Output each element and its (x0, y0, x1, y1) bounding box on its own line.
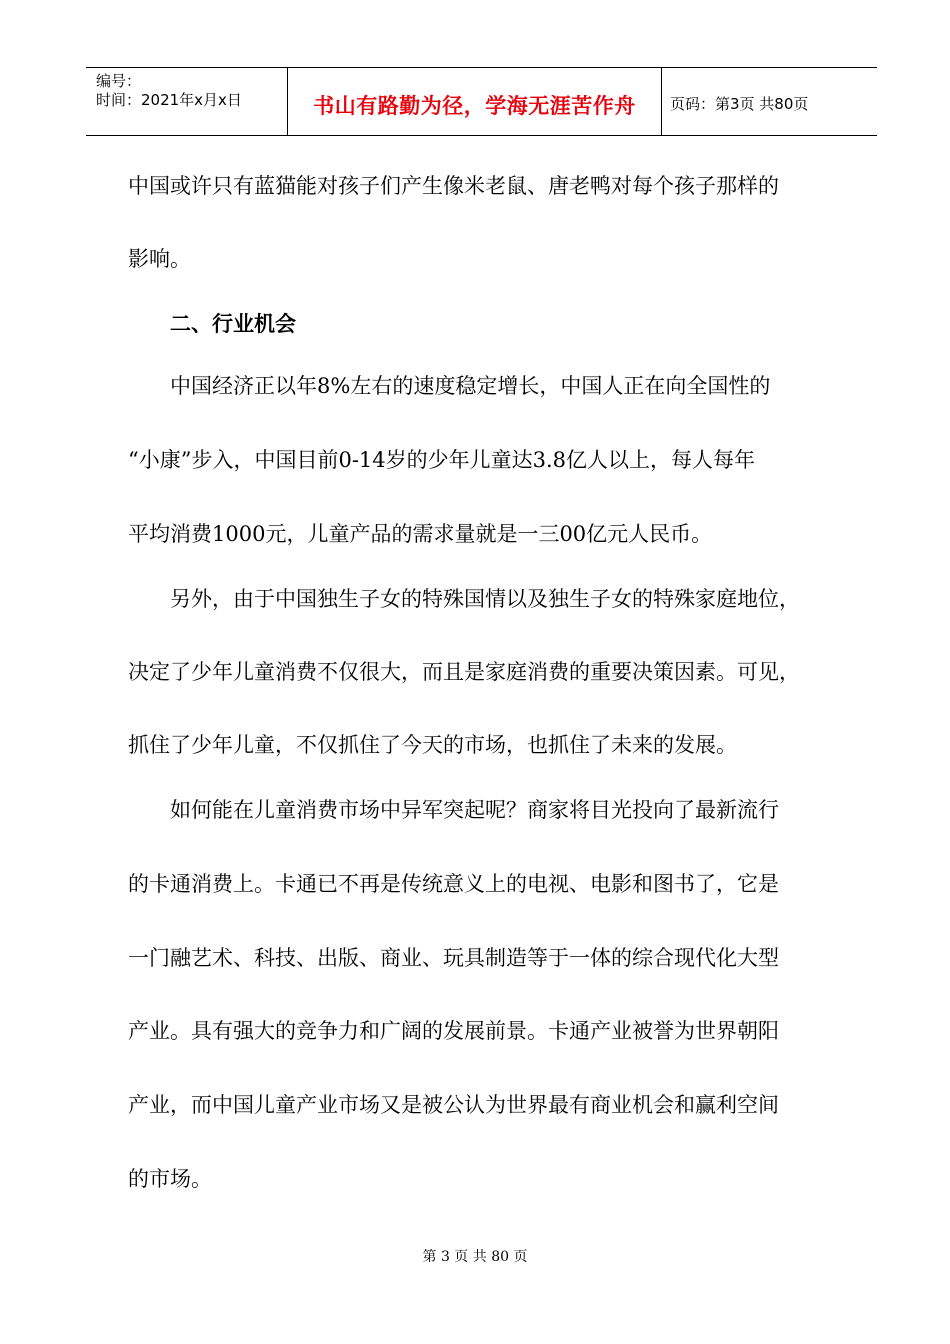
body-line: 另外，由于中国独生子女的特殊国情以及独生子女的特殊家庭地位， (170, 587, 800, 611)
body-line: 中国或许只有蓝猫能对孩子们产生像米老鼠、唐老鸭对每个孩子那样的 (128, 174, 779, 198)
page-footer: 第 3 页 共 80 页 (422, 1249, 528, 1265)
body-line: 平均消费1000元，儿童产品的需求量就是一三00亿元人民币。 (128, 522, 713, 546)
date-label: 时间：2021年x月x日 (96, 91, 242, 109)
body-line: 的卡通消费上。卡通已不再是传统意义上的电视、电影和图书了，它是 (128, 872, 779, 896)
body-line: 一门融艺术、科技、出版、商业、玩具制造等于一体的综合现代化大型 (128, 946, 779, 970)
document-header (86, 67, 877, 136)
body-line: 的市场。 (128, 1167, 212, 1191)
body-line: “小康”步入，中国目前0-14岁的少年儿童达3.8亿人以上，每人每年 (128, 448, 756, 472)
body-line: 产业。具有强大的竞争力和广阔的发展前景。卡通产业被誉为世界朝阳 (128, 1019, 779, 1043)
body-line: 如何能在儿童消费市场中异军突起呢？商家将目光投向了最新流行 (170, 798, 779, 822)
body-line: 抓住了少年儿童，不仅抓住了今天的市场，也抓住了未来的发展。 (128, 733, 737, 757)
serial-number-label: 编号： (96, 72, 142, 90)
header-motto-cell (288, 68, 662, 135)
body-line: 产业，而中国儿童产业市场又是被公认为世界最有商业机会和赢利空间 (128, 1093, 779, 1117)
header-meta-cell (86, 68, 288, 135)
body-line: 决定了少年儿童消费不仅很大，而且是家庭消费的重要决策因素。可见， (128, 660, 800, 684)
header-motto: 书山有路勤为径，学海无涯苦作舟 (313, 94, 636, 118)
body-line: 中国经济正以年8%左右的速度稳定增长，中国人正在向全国性的 (170, 374, 771, 398)
body-line: 影响。 (128, 247, 191, 271)
header-page-cell (662, 68, 877, 135)
section-heading: 二、行业机会 (170, 311, 296, 336)
header-page-number: 页码：第3页 共80页 (670, 95, 809, 113)
